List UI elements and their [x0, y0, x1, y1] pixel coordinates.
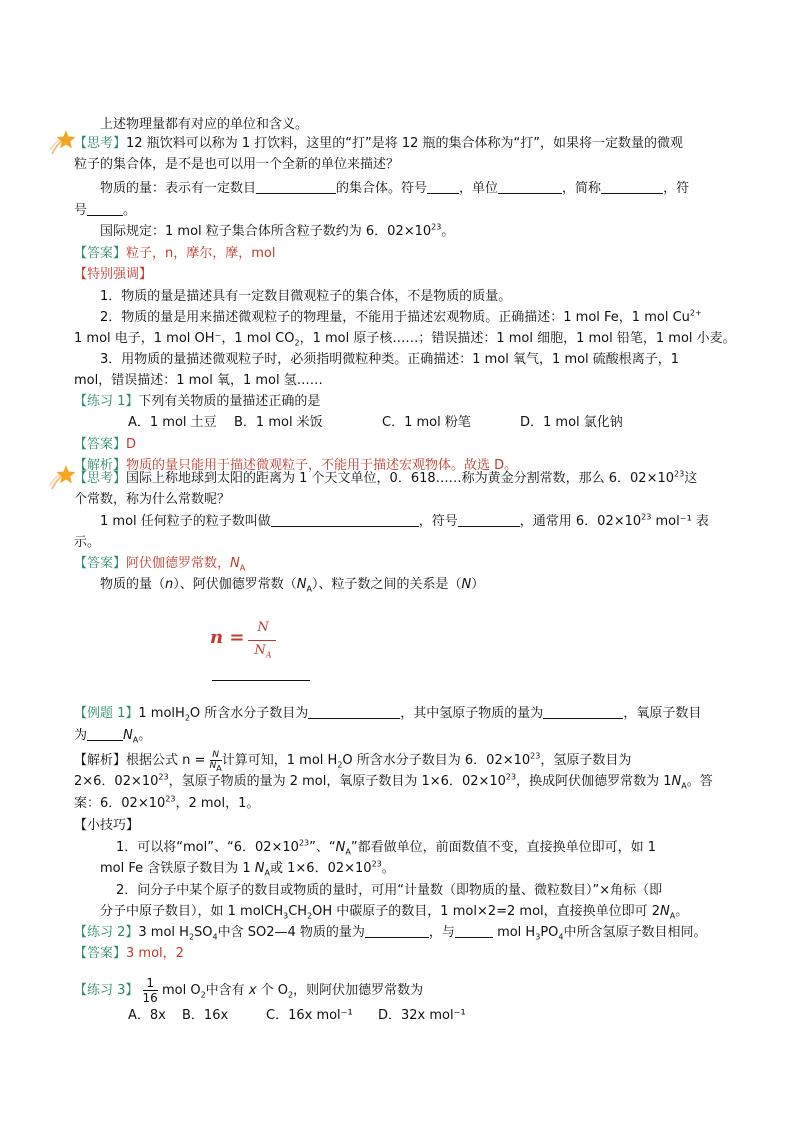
blank-oxygen-atoms[interactable] — [87, 728, 123, 741]
exercise-1-answer: 【答案】D — [74, 437, 137, 452]
formula-lhs: n = — [210, 627, 245, 648]
example-1-line-1: 【例题 1】1 molH$_2$O 所含水分子数目为 ，其中氢原子物质的量为 ，氧原子数目 — [74, 706, 702, 723]
think-2-line-1: 【思考】国际上称地球到太阳的距离为 1 个天文单位，0．618……称为黄金分割常数，那么 6．$02\times 10^{23}$这 — [74, 469, 698, 486]
exercise-3-option-d[interactable]: D．32x mol⁻¹ — [378, 1008, 466, 1023]
solution-line-1: 【解析】根据公式 n = $\frac{N}{N_A}$ 计算可知，1 mol $H_2O$ 所含水分子数目为 6．$02\times 10^{23}$，氢原子数目为 — [74, 750, 632, 773]
formula-numerator: N — [257, 620, 269, 635]
exercise-1-question: 【练习 1】下列有关物质的量描述正确的是 — [74, 394, 321, 409]
think-2-fill-line-2: 示。 — [74, 535, 101, 550]
example-1-line-2: 为 $N_A$。 — [74, 728, 152, 745]
exercise-2-answer: 【答案】3 mol，2 — [74, 946, 184, 961]
blank-unit[interactable] — [498, 181, 562, 194]
emphasis-1: 1．物质的量是描述具有一定数目微观粒子的集合体，不是物质的质量。 — [100, 289, 512, 304]
think-1-line-2: 粒子的集合体，是不是也可以用一个全新的单位来描述？ — [74, 157, 400, 172]
think-2-answer: 【答案】阿伏伽德罗常数，$N_A$ — [74, 556, 246, 573]
blank-hydrogen-moles[interactable] — [543, 706, 623, 719]
star-icon — [49, 128, 77, 158]
tip-1-line-2: mol Fe 含铁原子数目为 1 $N_A$或 1×6．$02\times 10^{23}$。 — [100, 859, 395, 878]
exercise-2-question: 【练习 2】3 mol $H_2SO_4$中含 SO2—4 物质的量为 ，与 mol $H_3PO_4$中所含氢原子数目相同。 — [74, 925, 707, 942]
tips-tag: 【小技巧】 — [74, 818, 140, 833]
exercise-3-option-b[interactable]: B．16x — [182, 1008, 229, 1023]
blank-avogadro-symbol[interactable] — [458, 514, 520, 527]
intro-text: 上述物理量都有对应的单位和含义。 — [100, 117, 309, 132]
blank-unit-symbol[interactable] — [87, 203, 123, 216]
blank-avogadro-name[interactable] — [271, 514, 419, 527]
exercise-1-option-b[interactable]: B．1 mol 米饭 — [234, 415, 323, 430]
think-tag: 【思考】 — [74, 136, 127, 151]
formula-fraction-bar — [248, 640, 276, 641]
blank-short-name[interactable] — [601, 181, 663, 194]
answer-1: 【答案】粒子，n，摩尔，摩，mol — [74, 246, 276, 261]
emphasis-2-line-2: 1 mol 电子，1 mol OH⁻，1 mol $CO_2$，1 mol 原子核……；错误描述：1 mol 细胞，1 mol 铅笔，1 mol 小麦。 — [74, 331, 736, 348]
fill-in-1-line-2: 号 。 — [74, 203, 137, 218]
tip-2-line-2: 分子中原子数目），如 1 $molCH_3CH_2OH$ 中碳原子的数目，1 mol×2=2 mol，直接换单位即可 $2N_A$。 — [100, 904, 689, 921]
emphasis-2-line-1: 2．物质的量是用来描述微观粒子的物理量，不能用于描述宏观物质。正确描述：1 mol Fe，1 mol $Cu^{2+}$ — [100, 308, 702, 325]
exercise-3-option-a[interactable]: A．8x — [128, 1008, 166, 1023]
fill-in-1-line-1: 物质的量：表示有一定数目 的集合体。符号 ，单位 ，简称 ，符 — [100, 181, 690, 196]
tip-1-line-1: 1．可以将“mol”、“6．$02\times 10^{23}$”、“$N_A$”都看做单位，前面数值不变，直接换单位即可，如 1 — [116, 838, 656, 857]
emphasis-3-line-2: mol，错误描述：1 mol 氧，1 mol 氢…… — [74, 373, 323, 388]
exercise-3-option-c[interactable]: C．16x mol⁻¹ — [266, 1008, 353, 1023]
tip-2-line-1: 2．问分子中某个原子的数目或物质的量时，可用“计量数（即物质的量、微粒数目）”×角标（即 — [116, 883, 663, 898]
blank-phosphoric-moles[interactable] — [455, 925, 493, 938]
blank-symbol[interactable] — [427, 181, 459, 194]
solution-line-2: 2×6．$02\times 10^{23}$，氢原子物质的量为 2 mol，氧原子数目为 1×6．$02\times 10^{23}$，换成阿伏伽德罗常数为 $1N_A$。答 — [74, 772, 713, 791]
emphasis-3-line-1: 3．用物质的量描述微观粒子时，必须指明微粒种类。正确描述：1 mol 氧气，1 mol 硫酸根离子，1 — [100, 352, 680, 367]
blank-sulfate-moles[interactable] — [365, 925, 429, 938]
think-2-fill-line-1: 1 mol 任何粒子的粒子数叫做 ，符号 ，通常用 6．$02\times 10^{23}$ mol⁻¹ 表 — [100, 512, 709, 529]
exercise-1-option-c[interactable]: C．1 mol 粉笔 — [382, 415, 471, 430]
blank-collection[interactable] — [256, 181, 336, 194]
blank-water-molecules[interactable] — [308, 706, 400, 719]
think-2-line-2: 个常数，称为什么常数呢？ — [74, 492, 231, 507]
solution-fraction: $\frac{N}{N_A}$ — [209, 750, 222, 773]
formula-denominator: $N_A$ — [254, 643, 272, 660]
exercise-1-explanation: 【解析】物质的量只能用于描述微观粒子，不能用于描述宏观物体。故选 D。 — [74, 458, 518, 473]
star-icon — [49, 463, 77, 493]
solution-line-3: 案：6．$02\times 10^{23}$，2 mol，1。 — [74, 794, 260, 811]
international-rule: 国际规定：1 mol 粒子集合体所含粒子数约为 6．$02\times 10^{23}$。 — [100, 222, 455, 239]
exercise-3-fraction: $\frac{1}{16}$ — [142, 976, 158, 1005]
emphasis-tag: 【特别强调】 — [74, 267, 153, 282]
exercise-1-option-d[interactable]: D．1 mol 氯化钠 — [520, 415, 623, 430]
exercise-3-question: 【练习 3】 $\frac{1}{16}$ mol $O_2$中含有 x 个 $O_2$，则阿伏加德罗常数为 — [74, 976, 424, 1005]
exercise-1-option-a[interactable]: A．1 mol 土豆 — [128, 415, 217, 430]
divider-line — [212, 680, 310, 681]
relation-text: 物质的量（n）、阿伏伽德罗常数$(N_A)$、粒子数之间的关系是（N） — [100, 577, 485, 594]
think-1-line-1: 【思考】12 瓶饮料可以称为 1 打饮料，这里的“打”是将 12 瓶的集合体称为“打”，如果将一定数量的微观 — [74, 136, 683, 151]
